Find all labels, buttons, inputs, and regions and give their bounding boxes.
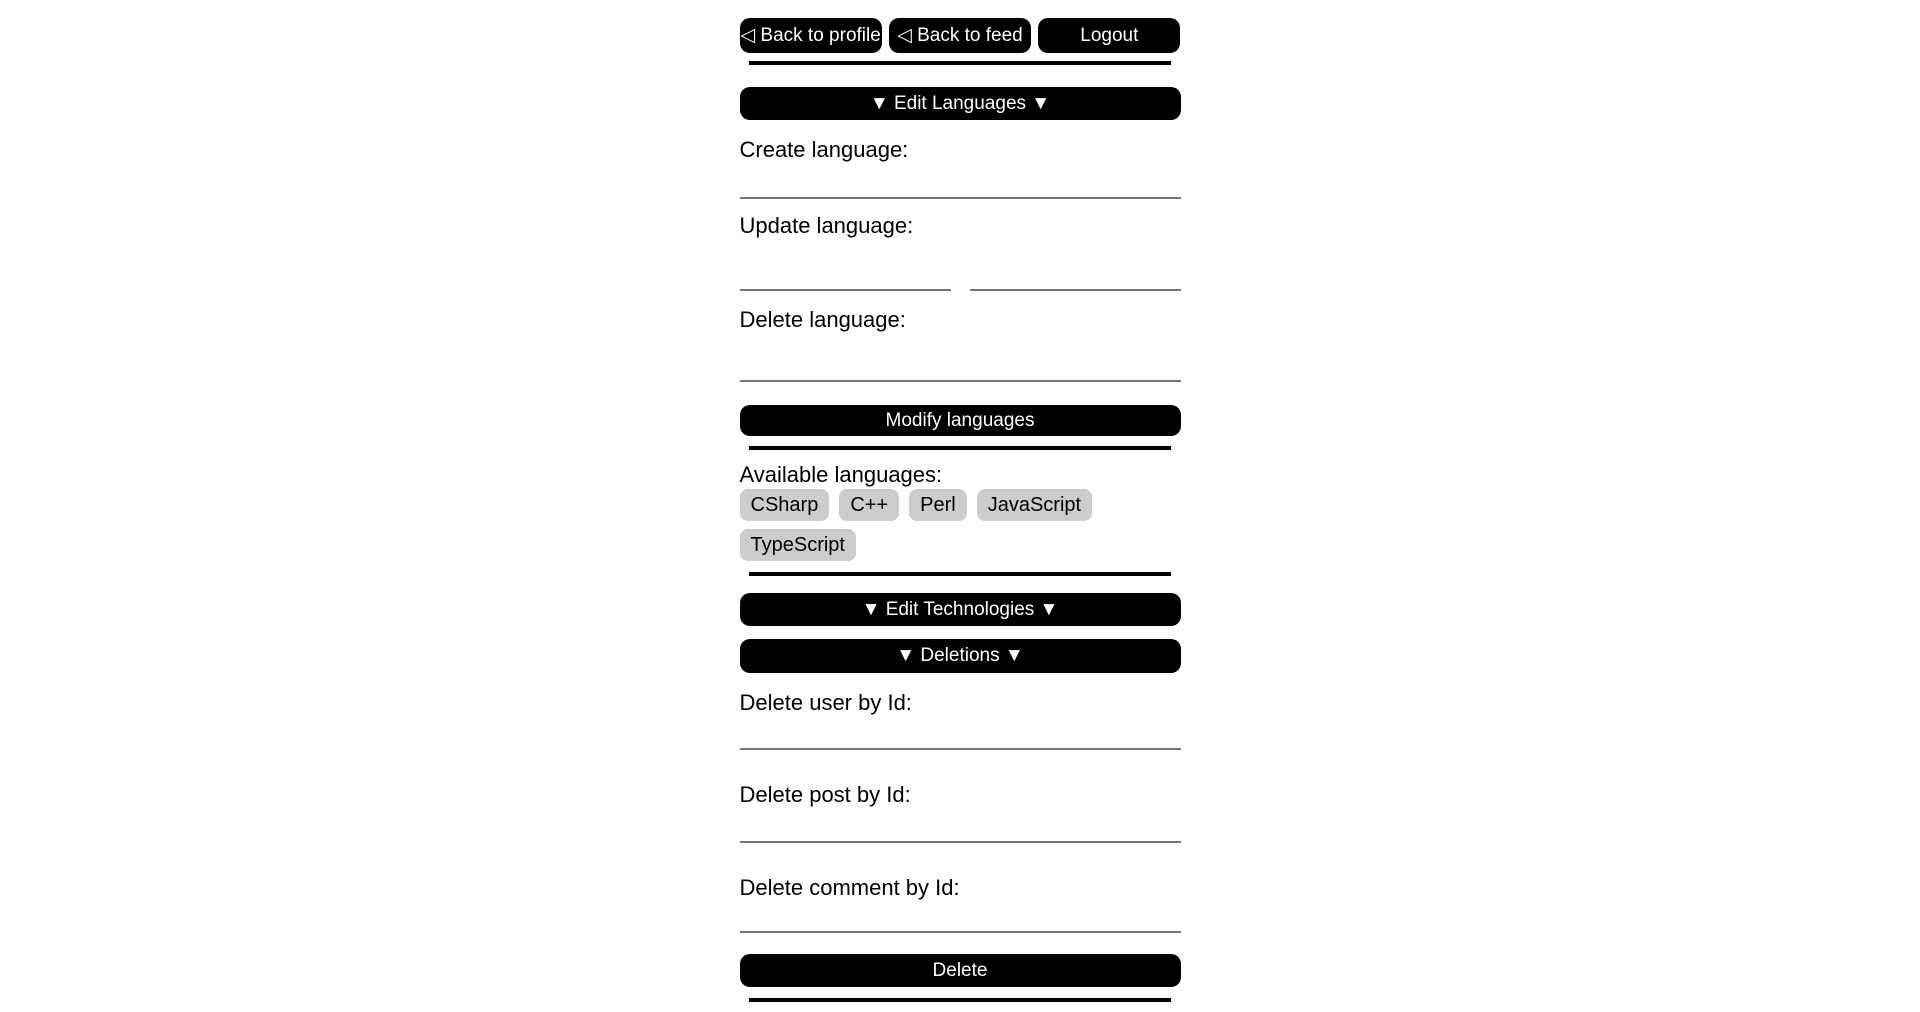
delete-language-field [740,307,1181,382]
delete-user-label: Delete user by Id: [739,690,912,715]
divider [749,446,1171,450]
delete-post-id-input[interactable] [740,808,1181,843]
available-languages-label: Available languages: [739,462,943,487]
update-language-field [740,213,1181,291]
update-language-new-input[interactable] [970,239,1181,291]
delete-language-label: Delete language: [739,307,906,332]
delete-comment-id-input[interactable] [740,901,1181,933]
language-tag[interactable]: CSharp [740,489,830,521]
delete-language-input[interactable] [740,333,1181,382]
create-language-field [740,137,1181,199]
edit-technologies-toggle[interactable]: ▼ Edit Technologies ▼ [740,593,1181,626]
top-nav [740,18,1181,53]
delete-user-field [740,690,1181,750]
modify-languages-button[interactable]: Modify languages [740,405,1181,436]
update-language-old-input[interactable] [740,239,951,291]
top-divider [749,61,1171,65]
language-tag[interactable]: Perl [909,489,967,521]
delete-comment-field [740,875,1181,933]
update-language-label: Update language: [739,213,914,238]
available-languages-section [740,462,1181,561]
language-tag[interactable]: JavaScript [977,489,1092,521]
delete-comment-label: Delete comment by Id: [739,875,960,900]
logout-button[interactable]: Logout [1038,18,1180,53]
delete-user-id-input[interactable] [740,716,1181,750]
delete-post-field [740,782,1181,843]
divider [749,572,1171,576]
language-tag[interactable]: C++ [839,489,899,521]
language-tag-list [740,489,1181,561]
language-tag[interactable]: TypeScript [740,529,856,561]
create-language-label: Create language: [739,137,909,162]
admin-panel [740,0,1181,1002]
back-to-feed-button[interactable]: ◁ Back to feed [889,18,1031,53]
edit-languages-toggle[interactable]: ▼ Edit Languages ▼ [740,87,1181,120]
delete-post-label: Delete post by Id: [739,782,911,807]
bottom-divider [749,998,1171,1002]
update-language-inputs [740,239,1181,291]
deletions-toggle[interactable]: ▼ Deletions ▼ [740,639,1181,673]
delete-button[interactable]: Delete [740,954,1181,987]
create-language-input[interactable] [740,163,1181,199]
back-to-profile-button[interactable]: ◁ Back to profile [740,18,882,53]
